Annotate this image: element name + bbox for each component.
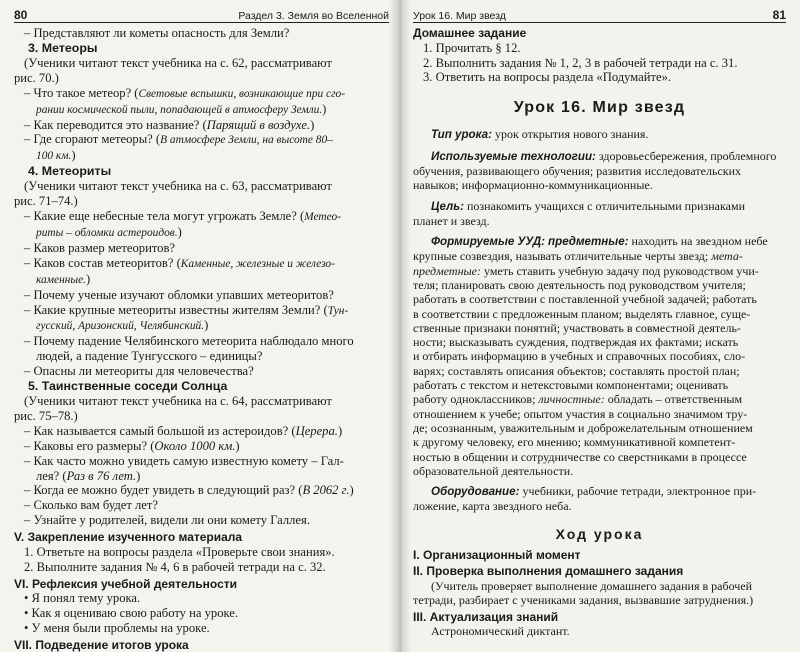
neighbors-heading: 5. Таинственные соседи Солнца (28, 379, 228, 394)
part5-heading: V. Закрепление изученного материала (14, 530, 243, 545)
answer-text: В 2062 г. (302, 483, 350, 498)
tech-line-2: обучения, развивающего обучения; развития исследовательских (413, 163, 742, 178)
meteors-q3-cont (14, 148, 389, 164)
right-part2-heading: II. Проверка выполнения домашнего задания (413, 564, 684, 579)
meteorites-q3 (14, 256, 389, 272)
meteorites-q6: – Почему падение Челябинского метеорита наблюдало много (24, 334, 354, 349)
answer-close: ) (204, 318, 209, 333)
part6-item-3: • У меня были проблемы на уроке. (24, 621, 210, 635)
neighbors-q1 (14, 424, 389, 439)
homework-item-3: 3. Ответить на вопросы раздела «Подумайте». (423, 70, 672, 85)
left-page (0, 0, 397, 652)
q-text: – Как переводится это название? ( (24, 117, 207, 132)
tech-line-1 (413, 149, 786, 164)
uud-text: крупные созвездия, называть отличительные черты звезд; (413, 249, 712, 264)
uud-text: уметь ставить учебную задачу под руководством учи- (481, 263, 759, 278)
homework-item-1: 1. Прочитать § 12. (423, 40, 521, 55)
uud-line-6: в соответствии с предложенным планом; выделять главное, суще- (413, 306, 751, 321)
answer-text: риты – обломки астероидов. (36, 226, 178, 239)
answer-text: В атмосфере Земли, на высоте 80– (160, 134, 333, 147)
answer-text: Световые вспышки, возникающие при сго- (138, 87, 346, 100)
goal-line-2: планет и звезд. (413, 213, 490, 228)
answer-text: Раз в 76 лет. (66, 468, 137, 483)
uud-line-3 (413, 264, 786, 278)
lesson-type (413, 127, 786, 142)
meteorites-q1-cont (14, 225, 389, 241)
uud-line-14: де; осознанным, уважительным и доброжелательным отношением (413, 420, 753, 435)
right-part3-line-1: Астрономический диктант. (431, 624, 570, 639)
meteorites-q6-cont: людей, а падение Тунгусского – единицы? (36, 349, 263, 364)
meteors-q1-cont (14, 102, 389, 118)
tech-line-3: навыков; информационно-коммуникационные. (413, 178, 653, 193)
lesson-type-text: урок открытия нового знания. (491, 127, 649, 142)
right-part3-heading: III. Актуализация знаний (413, 609, 559, 624)
uud-meta-label: мета- (711, 249, 743, 264)
q-text: – Каковы его размеры? ( (24, 438, 155, 453)
answer-close: ) (337, 423, 343, 438)
q-text: – Какие еще небесные тела могут угрожать Земле? ( (24, 209, 305, 224)
answer-close: ) (349, 483, 354, 498)
equipment-line-2: ложение, карта звездного неба. (413, 499, 572, 514)
q-text: – Где сгорают метеоры? ( (24, 132, 161, 147)
meteorites-q7: – Опасны ли метеориты для человечества? (24, 364, 254, 379)
part6-item-2: • Как я оцениваю свою работу на уроке. (24, 606, 239, 621)
uud-line-16: ностью в общении и сотрудничестве со сверстниками в процессе (413, 449, 747, 464)
answer-close: ) (177, 224, 182, 239)
goal-text: познакомить учащихся с отличительными признаками (464, 198, 745, 213)
part5-item-2: 2. Выполните задания № 4, 6 в рабочей тетради на с. 32. (24, 559, 326, 574)
uud-text: обладать – ответственным (604, 392, 743, 407)
meteorites-heading: 4. Метеориты (28, 164, 112, 179)
uud-personal-label: личностные: (538, 392, 605, 407)
lesson-course-heading: Ход урока (555, 525, 644, 542)
tech-label: Используемые технологии: (431, 149, 596, 163)
uud-subject-label: предметные: (548, 235, 629, 249)
answer-text: Около 1000 км. (154, 438, 236, 453)
tech-text: здоровьесбережения, проблемного (595, 148, 777, 163)
meteorites-q4: – Почему ученые изучают обломки упавших метеоритов? (24, 287, 334, 302)
part6-item-1: • Я понял тему урока. (24, 591, 141, 606)
right-running-head-title: Урок 16. Мир звезд (413, 10, 506, 22)
answer-text: Парящий в воздухе. (206, 117, 311, 132)
left-page-number: 80 (14, 8, 28, 22)
neighbors-instruction-2: рис. 75–78.) (14, 408, 78, 423)
meteors-q1 (14, 86, 389, 102)
lesson-title: Урок 16. Мир звезд (513, 99, 686, 117)
homework-heading: Домашнее задание (413, 26, 527, 40)
answer-text: Церера. (295, 423, 338, 438)
left-running-head (14, 6, 389, 23)
right-page (397, 0, 800, 652)
uud-line-13: отношением к учебе; опытом участия в социально значимом тру- (413, 406, 748, 421)
answer-text: Тун- (327, 304, 349, 317)
answer-text: гусский, Аризонский, Челябинский. (36, 320, 205, 333)
neighbors-instruction-1: (Ученики читают текст учебника на с. 64, рассматривают (24, 394, 332, 409)
meteors-q3 (14, 132, 389, 148)
uud-line-17: образовательной деятельности. (413, 463, 574, 478)
goal-label: Цель: (431, 199, 464, 213)
uud-line-1 (413, 234, 786, 249)
answer-text: каменные. (36, 273, 86, 286)
equipment-label: Оборудование: (431, 485, 520, 499)
answer-close: ) (136, 468, 141, 483)
uud-line-15: к другому человеку, его мнению; коммуникативной компетент- (413, 435, 736, 450)
meteorites-q1 (14, 209, 389, 225)
answer-text: Каменные, железные и железо- (180, 257, 335, 270)
q-text: – Какие крупные метеориты известны жителям Земли? ( (24, 302, 328, 317)
part5-item-1: 1. Ответьте на вопросы раздела «Проверьте свои знания». (24, 544, 335, 559)
meteors-instruction-2: рис. 70.) (14, 70, 59, 85)
meteorites-instruction-1: (Ученики читают текст учебника на с. 63, рассматривают (24, 179, 332, 194)
neighbors-q5: – Сколько вам будет лет? (24, 498, 158, 513)
uud-line-2 (413, 249, 786, 263)
uud-label: Формируемые УУД: (431, 235, 546, 249)
uud-text: находить на звездном небе (628, 234, 768, 249)
homework-item-2: 2. Выполнить задания № 1, 2, 3 в рабочей тетради на с. 31. (423, 55, 738, 70)
equipment-text: учебники, рабочие тетради, электронное при- (519, 484, 757, 499)
q-text: – Когда ее можно будет увидеть в следующий раз? ( (24, 483, 303, 498)
right-running-head (413, 6, 786, 23)
right-part2-line-2: тетради, разбирает с учениками задания, вызвавшие затруднения.) (413, 593, 754, 608)
right-page-number: 81 (772, 8, 786, 22)
neighbors-q3: – Как часто можно увидеть самую известную комету – Гал- (24, 453, 344, 468)
q-text: – Каков состав метеоритов? ( (24, 255, 181, 270)
left-running-head-title: Раздел 3. Земля во Вселенной (238, 10, 389, 22)
neighbors-q2 (14, 439, 389, 454)
uud-line-9: и отбирать информацию в учебных и справочных пособиях, сло- (413, 349, 746, 364)
answer-text: 100 км. (36, 150, 72, 163)
q-text: – Что такое метеор? ( (24, 85, 139, 100)
answer-close: ) (71, 148, 76, 163)
meteorites-q2: – Каков размер метеоритов? (24, 240, 175, 255)
meteorites-q5 (14, 303, 389, 319)
q-text: лея? ( (36, 468, 67, 483)
part6-heading: VI. Рефлексия учебной деятельности (14, 576, 238, 591)
neighbors-q4 (14, 483, 389, 498)
part7-heading: VII. Подведение итогов урока (14, 637, 189, 652)
uud-meta-label-cont: предметные: (413, 263, 481, 278)
comet-danger-question: – Представляют ли кометы опасность для Земли? (24, 26, 290, 40)
neighbors-q6: – Узнайте у родителей, видели ли они комету Галлея. (24, 513, 310, 528)
goal-line-1 (413, 199, 786, 214)
right-part2-line-1: (Учитель проверяет выполнение домашнего задания в рабочей (431, 578, 753, 593)
answer-close: ) (235, 438, 240, 453)
neighbors-q3-cont (14, 469, 389, 484)
uud-line-11: работать с текстом и нетекстовыми компонентами; оценивать (413, 378, 729, 393)
answer-close: ) (310, 117, 315, 132)
uud-line-4: теля; планировать свою деятельность под руководством учителя; (413, 277, 746, 292)
uud-line-8: ности; высказывать суждения, подтверждая их фактами; искать (413, 335, 739, 350)
meteorites-q3-cont (14, 272, 389, 288)
meteors-instruction-1: (Ученики читают текст учебника на с. 62, рассматривают (24, 55, 332, 70)
equipment-line-1 (413, 484, 786, 499)
meteors-heading: 3. Метеоры (28, 40, 98, 55)
uud-line-5: работать в соответствии с поставленной учебной задачей; работать (413, 292, 757, 307)
q-text: – Как называется самый большой из астероидов? ( (24, 423, 296, 438)
uud-line-12 (413, 392, 786, 406)
uud-line-7: ственные признаки понятий; участвовать в совместной деятель- (413, 320, 741, 335)
answer-close: ) (322, 101, 327, 116)
meteorites-q5-cont (14, 318, 389, 334)
meteors-q2 (14, 118, 389, 133)
answer-text: Метео- (304, 211, 342, 224)
meteorites-instruction-2: рис. 71–74.) (14, 194, 78, 209)
answer-close: ) (85, 271, 91, 286)
uud-line-10: варях; составлять описания объектов; составлять простой план; (413, 363, 740, 378)
right-part1-heading: I. Организационный момент (413, 547, 581, 562)
answer-text: рании космической пыли, попадающей в атмосферу Земли. (36, 103, 323, 116)
uud-text: работу одноклассников; (413, 392, 539, 407)
lesson-type-label: Тип урока: (431, 128, 492, 142)
